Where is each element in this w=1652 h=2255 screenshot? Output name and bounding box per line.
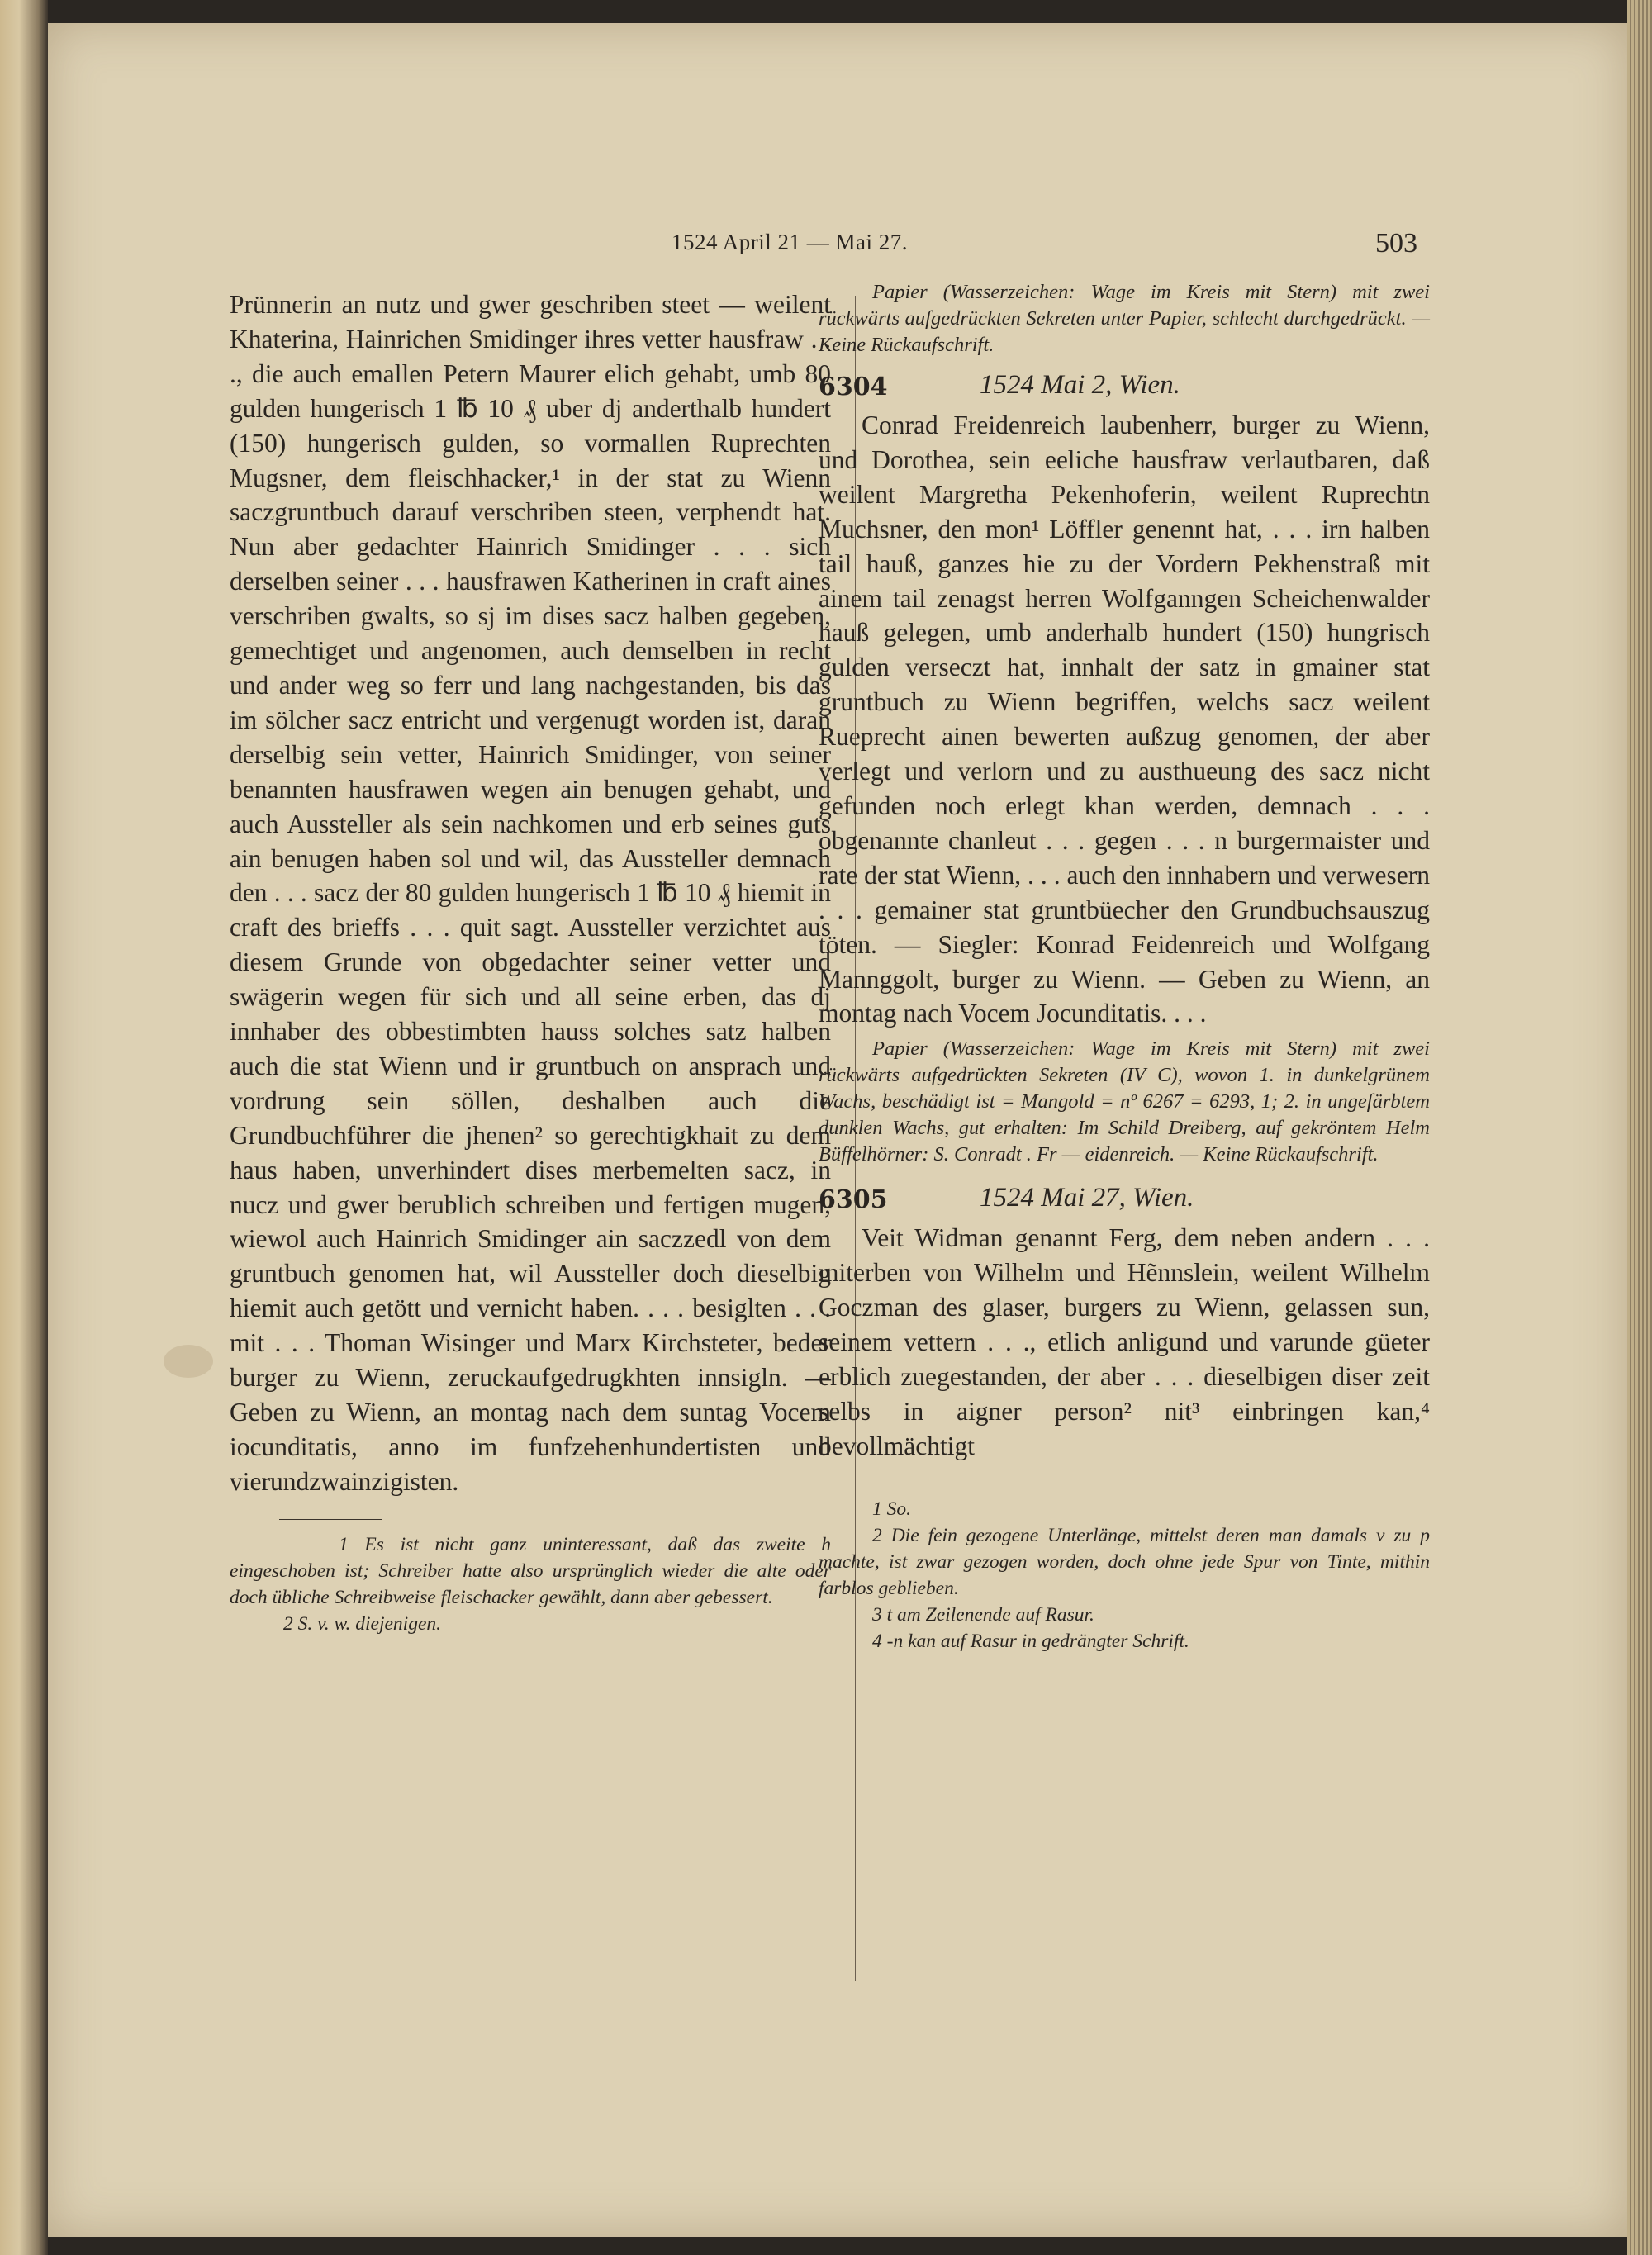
page-edges <box>1627 0 1652 2255</box>
running-head: 1524 April 21 — Mai 27. <box>672 230 908 254</box>
entry-6304-note: Papier (Wasserzeichen: Wage im Kreis mit Stern) mit zwei rückwärts aufgedrückten Sekreten (IV C), wovon 1. in dunkelgrünem Wachs, beschädigt ist = Mangold = nº 6267 = 6293, 1; 2. in ungefärbtem dunklen Wachs, gut erhalten: Im Schild Dreiberg, auf gekröntem Helm Büffelhörner: S. Conradt . Fr — eidenreich. — Keine Rückaufschrift. <box>819 1037 1430 1166</box>
entry-6305-text: Veit Widman genannt Ferg, dem neben andern . . . miterben von Wilhelm und Hẽnnslein, weilent Wilhelm Goczman des glaser, burgers zu Wienn, gelassen sun, seinem vettern . . ., etlich anligund und varunde güeter erblich zuegestanden, der aber . . . dieselbigen diser zeit selbs in aigner person² nit³ einbringen kan,⁴ bevollmächtigt <box>819 1223 1430 1460</box>
footnote-2: 2 S. v. w. diejenigen. <box>283 1612 441 1635</box>
paper-stain <box>164 1345 213 1378</box>
entry-6304-heading <box>819 363 1430 408</box>
page-header <box>48 221 1627 263</box>
footnote-2: 2 Die fein gezogene Unterlänge, mittelst deren man damals v zu p machte, ist zwar gezogen worden, doch ohne jede Spur von Tinte, mithin farblos geblieben. <box>819 1524 1430 1599</box>
footnote-4: 4 -n kan auf Rasur in gedrängter Schrift. <box>872 1630 1189 1652</box>
footnote-3: 3 t am Zeilenende auf Rasur. <box>872 1603 1094 1626</box>
footnote-rule <box>279 1519 382 1520</box>
entry-6305-heading <box>819 1176 1430 1221</box>
footnote-1: 1 Es ist nicht ganz uninteressant, daß das zweite h eingeschoben ist; Schreiber hatte also ursprünglich wieder die alte oder doch übliche Schreibweise fleischacker gewählt, dann aber gebessert. <box>230 1533 831 1608</box>
entry-date: 1524 Mai 27, Wien. <box>980 1183 1194 1213</box>
book-page <box>48 23 1627 2237</box>
book-gutter <box>0 0 48 2255</box>
entry-6304-text: Conrad Freidenreich laubenherr, burger zu Wienn, und Dorothea, sein eeliche hausfraw verlautbaren, daß weilent Margretha Pekenhoferin, weilent Ruprechtn Muchsner, den mon¹ Löffler genennt hat, . . . irn halben tail hauß, ganzes hie zu der Vordern Pekhenstraß mit ainem tail zenagst herren Wolfganngen Scheichenwalder hauß gelegen, umb anderhalb hundert (150) hungrisch gulden verseczt hat, innhalt der satz in gmainer stat gruntbuch zu Wienn begriffen, welchs sacz weilent Rueprecht ainen bewerten außzug genomen, der aber verlegt und verlorn und zu austhueung des sacz nicht gefunden noch erlegt khan werden, demnach . . . obgenannte chanleut . . . gegen . . . n burgermaister und rate der stat Wienn, . . . auch den innhabern und verwesern . . . gemainer stat gruntbüecher den Grundbuchsauszug töten. — Siegler: Konrad Feidenreich und Wolfgang Mannggolt, burger zu Wienn. — Geben zu Wienn, an montag nach Vocem Jocunditatis. . . . <box>819 411 1430 1028</box>
entry-number: 6304 <box>819 373 888 401</box>
footnote-1: 1 So. <box>872 1498 911 1520</box>
entry-date: 1524 Mai 2, Wien. <box>980 370 1180 400</box>
left-body-text: Prünnerin an nutz und gwer geschriben steet — weilent Khaterina, Hainrichen Smidinger ihres vetter hausfraw . . ., die auch emallen Petern Maurer elich gehabt, umb 80 gulden hungerisch 1 ℔ 10 ₰ uber dj anderthalb hundert (150) hungerisch gulden, so vormallen Ruprechten Mugsner, dem fleischhacker,¹ in der stat zu Wienn saczgruntbuch darauf verschriben steen, verphendt hat. Nun aber gedachter Hainrich Smidinger . . . sich derselben seiner . . . hausfrawen Katherinen in craft aines verschriben gwalts, so sj im dises sacz halben gegeben, gemechtiget und angenomen, auch demselben in recht und ander weg so ferr und lang nachgestanden, bis das im sölcher sacz entricht und vergenugt worden ist, daran derselbig sein vetter, Hainrich Smidinger, von seiner benannten hausfrawen wegen ain benugen gehabt, und auch Aussteller als sein nachkomen und erb seines guts ain benugen haben sol und wil, das Aussteller demnach den . . . sacz der 80 gulden hungerisch 1 ℔ 10 ₰ hiemit in craft des brieffs . . . quit sagt. Aussteller verzichtet aus diesem Grunde von obgedachter seiner vetter und swägerin wegen für sich und all seine erben, das dj innhaber des obbestimbten hauss solches satz halben auch die stat Wienn und ir gruntbuch on ansprach und vordrung sein söllen, deshalben auch die Grundbuchführer die jhenen² so gerechtigkhait zu dem haus haben, unverhindert dises merbemelten sacz, in nucz und gwer berublich schreiben und fertigen mugen, wiewol auch Hainrich Smidinger ain saczzedl von dem gruntbuch genomen hat, wil Aussteller doch dieselbig hiemit auch getött und vernicht haben. . . . besiglten . . . mit . . . Thoman Wisinger und Marx Kirchsteter, beder burger zu Wienn, zeruckaufgedrugkhten innsigln. — Geben zu Wienn, an montag nach dem suntag Vocem iocunditatis, anno im funfzehenhundertisten und vierundzwainzigisten. <box>230 290 831 1496</box>
entry-6303-note: Papier (Wasserzeichen: Wage im Kreis mit Stern) mit zwei rückwärts aufgedrückten Sekreten unter Papier, schlecht durchgedrückt. — Keine Rückaufschrift. <box>819 281 1430 356</box>
right-column <box>819 279 1430 1654</box>
page-number: 503 <box>1375 228 1417 259</box>
entry-number: 6305 <box>819 1185 888 1215</box>
left-column <box>230 287 831 1637</box>
